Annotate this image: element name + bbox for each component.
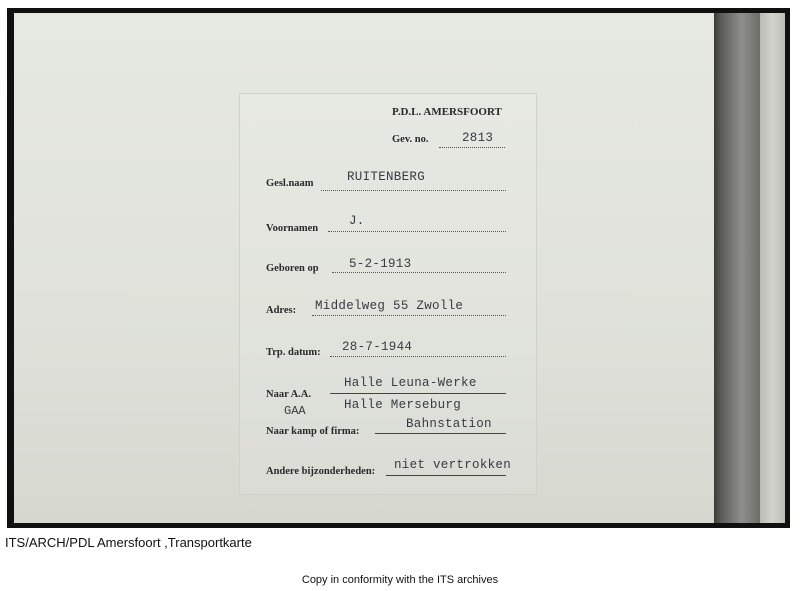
archive-caption: ITS/ARCH/PDL Amersfoort ,Transportkarte xyxy=(5,535,252,550)
transport-label: Trp. datum: xyxy=(266,347,321,358)
born-label: Geboren op xyxy=(266,263,319,274)
scan-edge-light xyxy=(760,13,785,523)
address-label: Adres: xyxy=(266,305,297,316)
transport-value: 28-7-1944 xyxy=(342,340,413,354)
gaa-label: GAA xyxy=(284,404,306,418)
born-value: 5-2-1913 xyxy=(349,257,412,271)
naar-value: Halle Leuna-Werke xyxy=(344,376,477,390)
gev-line xyxy=(439,147,505,148)
conformity-footer: Copy in conformity with the ITS archives xyxy=(301,574,499,586)
other-value: niet vertrokken xyxy=(394,458,512,472)
transport-line xyxy=(330,356,506,357)
firstname-line xyxy=(328,231,506,232)
surname-line xyxy=(321,190,506,191)
kamp-label: Naar kamp of firma: xyxy=(266,426,360,437)
scanned-document xyxy=(7,8,790,528)
firstname-label: Voornamen xyxy=(266,223,319,234)
other-line xyxy=(386,475,506,476)
naar-line xyxy=(330,393,506,394)
card-header: P.D.L. AMERSFOORT xyxy=(392,106,502,118)
other-label: Andere bijzonderheden: xyxy=(266,466,376,477)
gev-label: Gev. no. xyxy=(392,134,429,145)
address-value: Middelweg 55 Zwolle xyxy=(315,299,464,313)
kamp-line xyxy=(375,433,506,434)
address-line xyxy=(312,315,506,316)
naar-label: Naar A.A. xyxy=(266,389,312,400)
surname-value: RUITENBERG xyxy=(347,170,426,184)
scan-edge-shadow xyxy=(714,13,760,523)
paper-sheet xyxy=(14,13,714,523)
surname-label: Gesl.naam xyxy=(266,178,314,189)
gaa-value: Halle Merseburg xyxy=(344,398,462,412)
kamp-value: Bahnstation xyxy=(406,417,492,431)
born-line xyxy=(332,272,506,273)
firstname-value: J. xyxy=(349,214,365,228)
gev-value: 2813 xyxy=(462,131,494,145)
